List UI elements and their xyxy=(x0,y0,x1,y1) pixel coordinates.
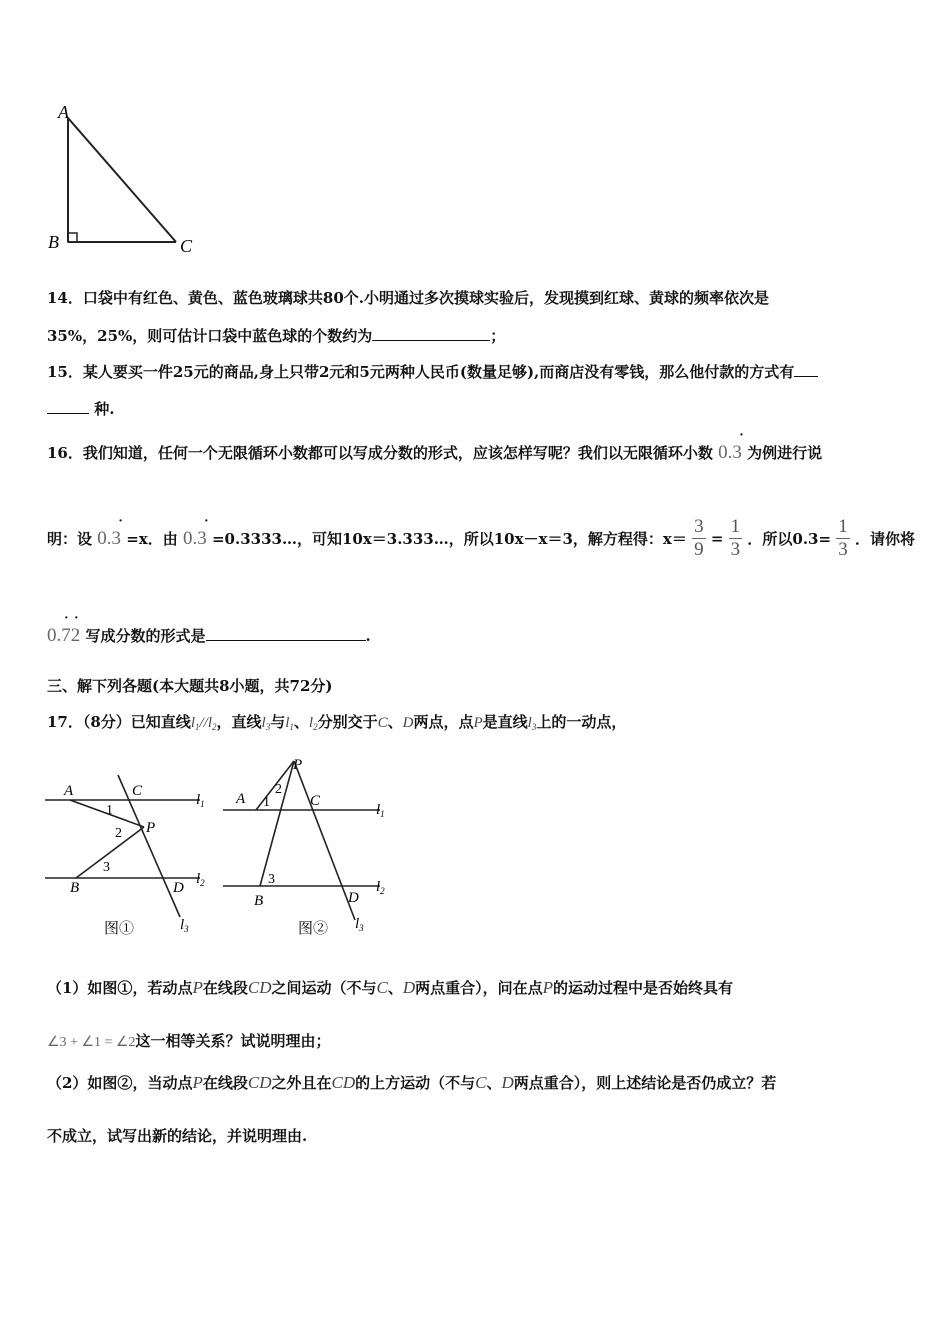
repeating-decimal-0-3-x: 0.3 · xyxy=(97,513,123,549)
svg-text:l3: $l_3$ xyxy=(180,917,189,934)
q17-intro: 17．（8分）已知直线$l_1//l_2$，直线$l_3$与$l_1$、$l_2$分别交于C、D两点，点P是直线$l_3$上的一动点， xyxy=(47,713,627,732)
fig2-angle-1: 1 xyxy=(263,795,270,810)
label-c: C xyxy=(180,236,193,256)
q16-line2: 明：设 0.3 · =x．由 0.3 · =0.3333…，可知10x＝3.333…，所以10x－x＝3，解方程得：x＝ $\frac{3}{9}$ = $\frac{1}{3}$ ．所以0.3= $\frac{1}{3}$ ．请你将 xyxy=(47,513,916,560)
svg-text:l1: $l_1$ xyxy=(196,792,205,809)
fig2-label-d: D xyxy=(348,890,359,906)
q15-line2: 种. xyxy=(47,398,114,419)
fig1-angle-1: 1 xyxy=(106,803,113,818)
fraction-3-9: $\frac{3}{9}$ xyxy=(694,516,704,560)
q17-part1-line1: （1）如图①，若动点P在线段CD之间运动（不与C、D两点重合），问在点P的运动过程中是否始终具有 xyxy=(47,978,734,997)
section-3-heading: 三、解下列各题(本大题共8小题，共72分) xyxy=(47,677,333,695)
svg-text:l1: $l_1$ xyxy=(376,802,385,819)
fig1-label-d: D xyxy=(173,880,184,896)
q17-part1-line2: ∠3 + ∠1 = ∠2这一相等关系？试说明理由； xyxy=(47,1032,331,1050)
svg-text:l3: $l_3$ xyxy=(355,916,364,933)
label-b: B xyxy=(48,232,59,252)
fraction-1-3-a: $\frac{1}{3}$ xyxy=(730,516,741,560)
fig1-label-c: C xyxy=(132,783,143,799)
fig1-label-a: A xyxy=(64,783,74,799)
q14-line2: 35%，25%，则可估计口袋中蓝色球的个数约为 ； xyxy=(47,327,506,345)
q17-part2-line1: （2）如图②，当动点P在线段CD之外且在CD的上方运动（不与C、D两点重合），则上述结论是否仍成立？若 xyxy=(47,1073,777,1092)
fig2-label-p: P xyxy=(293,757,303,773)
fig2-caption: 图② xyxy=(298,921,329,937)
q15-answer-blank-b xyxy=(47,399,89,414)
fig2-label-b: B xyxy=(254,893,264,909)
fig2-angle-2: 2 xyxy=(275,782,282,797)
q14-answer-blank xyxy=(372,326,490,341)
fig1-label-p: P xyxy=(146,820,156,836)
q16-line3: 0.72 · · 写成分数的形式是 . xyxy=(47,611,371,646)
line-l3 xyxy=(118,775,180,917)
figure-1 xyxy=(40,775,215,945)
q16-answer-blank xyxy=(206,626,366,641)
fig2-label-a: A xyxy=(236,791,246,807)
figure-2 xyxy=(218,755,398,945)
q17-part2-line2: 不成立，试写出新的结论，并说明理由. xyxy=(47,1127,308,1145)
fig2-angle-3: 3 xyxy=(268,872,275,887)
repeating-decimal-0-3-y: 0.3 · xyxy=(182,513,209,549)
q15-line1: 15．某人要买一件25元的商品,身上只带2元和5元两种人民币(数量足够),而商店没有零钱，那么他付款的方式有 xyxy=(47,361,818,382)
svg-text:l2: $l_2$ xyxy=(376,879,385,896)
fig1-angle-3: 3 xyxy=(103,860,110,875)
fig1-label-b: B xyxy=(70,880,80,896)
q14-line1: 14．口袋中有红色、黄色、蓝色玻璃球共80个.小明通过多次摸球实验后，发现摸到红球、黄球的频率依次是 xyxy=(47,289,769,307)
triangle-abc-figure xyxy=(40,100,210,262)
q16-line1: 16．我们知道，任何一个无限循环小数都可以写成分数的形式，应该怎样写呢？我们以无限循环小数 0.3 · 为例进行说 xyxy=(47,428,823,463)
fig1-angle-2: 2 xyxy=(115,826,122,841)
angle-relation: ∠3 + ∠1 = ∠2 xyxy=(47,1035,136,1050)
line-l3 xyxy=(294,761,355,920)
fig2-label-c: C xyxy=(310,793,321,809)
label-a: A xyxy=(58,102,69,122)
q15-answer-blank-a xyxy=(794,362,818,377)
fig1-caption: 图① xyxy=(104,921,135,937)
repeating-decimal-0-72: 0.72 · · xyxy=(47,611,81,646)
repeating-decimal-0-3: 0.3 · xyxy=(718,428,744,463)
svg-text:l2: $l_2$ xyxy=(196,871,205,888)
fraction-1-3-b: $\frac{1}{3}$ xyxy=(838,516,848,560)
